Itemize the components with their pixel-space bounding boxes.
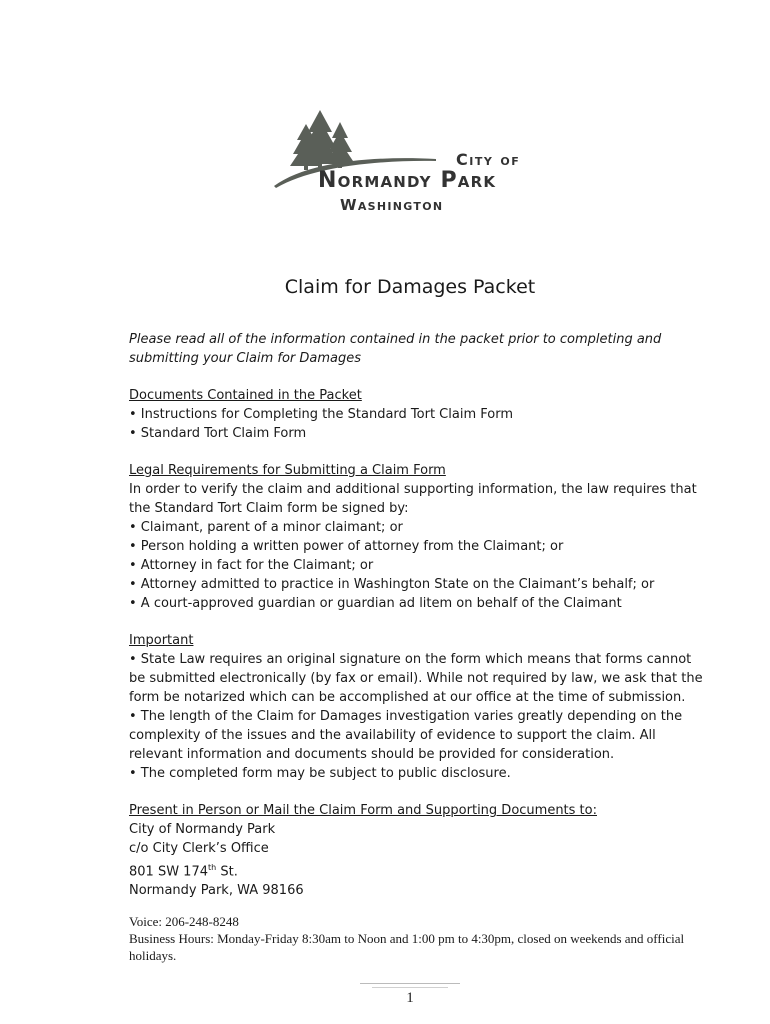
footer-divider: [372, 987, 448, 988]
document-body: [129, 330, 704, 918]
list-item: • Attorney admitted to practice in Washington State on the Claimant’s behalf; or: [129, 577, 655, 592]
documents-heading: Documents Contained in the Packet: [129, 388, 362, 403]
legal-heading: Legal Requirements for Submitting a Claim Form: [129, 463, 446, 478]
present-heading: Present in Person or Mail the Claim Form and Supporting Documents to:: [129, 803, 597, 818]
logo-state-text: Washington: [340, 196, 444, 214]
list-item: • Person holding a written power of attorney from the Claimant; or: [129, 539, 564, 554]
important-section: [129, 631, 704, 783]
page-title: Claim for Damages Packet: [284, 276, 536, 298]
address-line: City of Normandy Park: [129, 822, 276, 837]
list-item: • Claimant, parent of a minor claimant; or: [129, 520, 403, 535]
logo-city-text: City of: [456, 150, 521, 169]
list-item: • Standard Tort Claim Form: [129, 426, 307, 441]
street-prefix: 801 SW 174: [129, 864, 208, 880]
street-suffix: St.: [216, 864, 238, 880]
list-item: • A court-approved guardian or guardian ad litem on behalf of the Claimant: [129, 596, 622, 611]
logo-name-text: Normandy Park: [318, 168, 497, 193]
footer-divider: [360, 983, 460, 984]
list-item: • Attorney in fact for the Claimant; or: [129, 558, 374, 573]
documents-section: [129, 386, 704, 443]
address-line: c/o City Clerk’s Office: [129, 841, 269, 856]
address-street: [129, 858, 704, 881]
legal-section: [129, 461, 704, 613]
page-number: 1: [406, 990, 414, 1006]
list-item: • Instructions for Completing the Standard Tort Claim Form: [129, 407, 513, 422]
address-line: Normandy Park, WA 98166: [129, 883, 304, 899]
present-section: [129, 801, 704, 900]
street-superscript: th: [208, 863, 217, 872]
city-logo: [270, 104, 560, 219]
list-item: • State Law requires an original signature on the form which means that forms cannot be submitted electronically (by fax or email). While not required by law, we ask that the form be notarized which can be accomplished at our office at the time of submission.: [129, 652, 703, 705]
important-heading: Important: [129, 633, 194, 648]
contact-info: [129, 913, 729, 964]
list-item: • The length of the Claim for Damages investigation varies greatly depending on the complexity of the issues and the availability of evidence to support the claim. All relevant information and documents should be provided for consideration.: [129, 709, 683, 762]
legal-paragraph: In order to verify the claim and additional supporting information, the law requires that the Standard Tort Claim form be signed by:: [129, 482, 697, 516]
list-item: • The completed form may be subject to public disclosure.: [129, 766, 511, 781]
voice-number: Voice: 206-248-8248: [129, 914, 239, 929]
intro-text: Please read all of the information contained in the packet prior to completing and submitting your Claim for Damages: [129, 332, 662, 366]
business-hours: Business Hours: Monday-Friday 8:30am to Noon and 1:00 pm to 4:30pm, closed on weekends and official holidays.: [129, 931, 685, 963]
